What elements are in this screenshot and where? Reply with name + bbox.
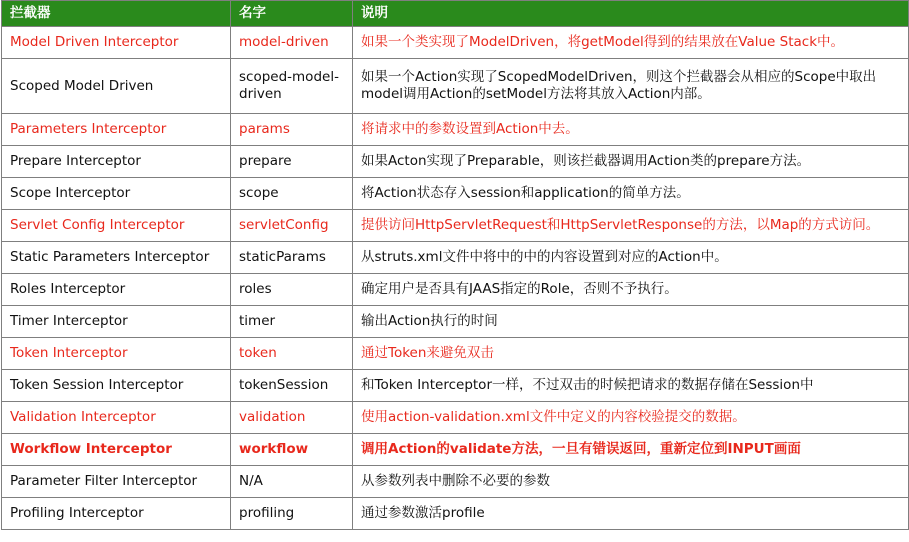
cell-interceptor: Timer Interceptor (2, 306, 231, 338)
table-row (2, 370, 909, 402)
cell-name: N/A (231, 466, 353, 498)
cell-description: 使用action-validation.xml文件中定义的内容校验提交的数据。 (353, 402, 909, 434)
cell-interceptor: Scope Interceptor (2, 178, 231, 210)
cell-interceptor: Workflow Interceptor (2, 434, 231, 466)
cell-description: 和Token Interceptor一样，不过双击的时候把请求的数据存储在Session中 (353, 370, 909, 402)
cell-name: workflow (231, 434, 353, 466)
header-interceptor: 拦截器 (2, 1, 231, 27)
cell-interceptor: Profiling Interceptor (2, 498, 231, 530)
cell-description: 如果一个类实现了ModelDriven，将getModel得到的结果放在Value Stack中。 (353, 27, 909, 59)
table-row (2, 146, 909, 178)
cell-name: servletConfig (231, 210, 353, 242)
table-row (2, 466, 909, 498)
cell-name: staticParams (231, 242, 353, 274)
cell-interceptor: Token Interceptor (2, 338, 231, 370)
cell-name: params (231, 114, 353, 146)
cell-description: 将请求中的参数设置到Action中去。 (353, 114, 909, 146)
cell-name: tokenSession (231, 370, 353, 402)
cell-description: 确定用户是否具有JAAS指定的Role，否则不予执行。 (353, 274, 909, 306)
table-row (2, 114, 909, 146)
cell-description: 通过参数激活profile (353, 498, 909, 530)
table-body (2, 27, 909, 530)
cell-name: timer (231, 306, 353, 338)
cell-name: prepare (231, 146, 353, 178)
table-row (2, 402, 909, 434)
cell-interceptor: Roles Interceptor (2, 274, 231, 306)
header-name: 名字 (231, 1, 353, 27)
header-description: 说明 (353, 1, 909, 27)
cell-interceptor: Validation Interceptor (2, 402, 231, 434)
cell-interceptor: Parameter Filter Interceptor (2, 466, 231, 498)
cell-description: 如果一个Action实现了ScopedModelDriven，则这个拦截器会从相应的Scope中取出model调用Action的setModel方法将其放入Action内部。 (353, 59, 909, 114)
header-row (2, 1, 909, 27)
cell-description: 输出Action执行的时间 (353, 306, 909, 338)
table-row (2, 338, 909, 370)
cell-interceptor: Token Session Interceptor (2, 370, 231, 402)
table-row (2, 498, 909, 530)
cell-description: 将Action状态存入session和application的简单方法。 (353, 178, 909, 210)
cell-name: profiling (231, 498, 353, 530)
cell-description: 如果Acton实现了Preparable，则该拦截器调用Action类的prepare方法。 (353, 146, 909, 178)
cell-interceptor: Scoped Model Driven (2, 59, 231, 114)
table-row (2, 242, 909, 274)
cell-interceptor: Model Driven Interceptor (2, 27, 231, 59)
cell-description: 调用Action的validate方法，一旦有错误返回，重新定位到INPUT画面 (353, 434, 909, 466)
cell-interceptor: Parameters Interceptor (2, 114, 231, 146)
cell-description: 提供访问HttpServletRequest和HttpServletResponse的方法，以Map的方式访问。 (353, 210, 909, 242)
table-row (2, 210, 909, 242)
cell-interceptor: Servlet Config Interceptor (2, 210, 231, 242)
interceptor-table (1, 0, 909, 530)
cell-description: 从struts.xml文件中将中的中的内容设置到对应的Action中。 (353, 242, 909, 274)
cell-name: token (231, 338, 353, 370)
cell-interceptor: Prepare Interceptor (2, 146, 231, 178)
cell-name: validation (231, 402, 353, 434)
table-row (2, 274, 909, 306)
cell-name: roles (231, 274, 353, 306)
cell-name: scope (231, 178, 353, 210)
cell-name: model-driven (231, 27, 353, 59)
table-row (2, 178, 909, 210)
table-row (2, 434, 909, 466)
cell-name: scoped-model-driven (231, 59, 353, 114)
table-row (2, 306, 909, 338)
table-row (2, 59, 909, 114)
table-row (2, 27, 909, 59)
cell-interceptor: Static Parameters Interceptor (2, 242, 231, 274)
cell-description: 通过Token来避免双击 (353, 338, 909, 370)
cell-description: 从参数列表中删除不必要的参数 (353, 466, 909, 498)
